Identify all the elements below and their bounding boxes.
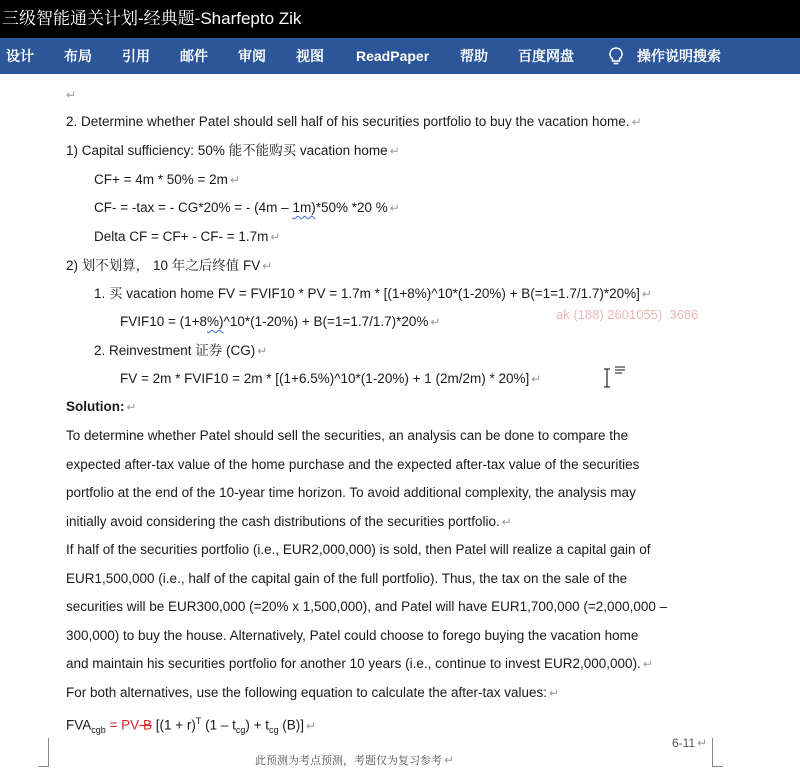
solution-paragraph-line: expected after-tax value of the home purchase and the expected after-tax value of the securities (66, 457, 640, 472)
buy-home-fv-line: 1. 买 vacation home FV = FVIF10 * PV = 1.7m * [(1+8%)^10*(1-20%) + B(=1=1.7/1.7)*20%] ↵ (94, 286, 652, 301)
solution-paragraph-line: For both alternatives, use the following equation to calculate the after-tax values: ↵ (66, 685, 560, 700)
cf-plus-line: CF+ = 4m * 50% = 2m ↵ (94, 172, 240, 187)
page-number: 6-11 ↵ (672, 736, 708, 750)
solution-paragraph-line: portfolio at the end of the 10-year time horizon. To avoid additional complexity, the analysis may (66, 485, 636, 500)
watermark-text: ak (188) 2601055) .3686 (556, 307, 699, 322)
lightbulb-icon[interactable] (606, 46, 626, 66)
tell-me-search[interactable]: 操作说明搜索 (637, 48, 721, 64)
tab-references[interactable]: 引用 (122, 48, 150, 64)
delta-cf-line: Delta CF = CF+ - CF- = 1.7m ↵ (94, 229, 281, 244)
tab-design[interactable]: 设计 (6, 48, 34, 64)
reinvestment-line: 2. Reinvestment 证券 (CG) ↵ (94, 343, 268, 358)
ribbon-tabs (0, 38, 800, 74)
solution-paragraph-line: securities will be EUR300,000 (=20% x 1,500,000), and Patel will have EUR1,700,000 (=2,000,000 – (66, 599, 668, 614)
paragraph-mark: ↵ (66, 88, 77, 102)
solution-paragraph-line: EUR1,500,000 (i.e., half of the capital gain of the full portfolio). Thus, the tax on the sale of the (66, 571, 628, 586)
after-tax-equation: $FVA_{cgb}$ = PV B [$(1 + r)^T$ $(1 - t_{cg}) + t_{cg}$ (B)] ↵ (66, 716, 317, 736)
window-title-bar (0, 0, 800, 38)
fvif10-line: FVIF10 = (1+8%)^10*(1-20%) + B(=1=1.7/1.7)*20% ↵ (120, 314, 441, 329)
document-page[interactable] (0, 74, 800, 766)
securities-fv-line: FV = 2m * FVIF10 = 2m * [(1+6.5%)^10*(1-20%) + 1 (2m/2m) * 20%] ↵ (120, 371, 542, 386)
tab-view[interactable]: 视图 (296, 48, 324, 64)
solution-paragraph-line: and maintain his securities portfolio for another 10 years (i.e., continue to invest EUR2,000,000). ↵ (66, 656, 653, 671)
question-line: 2. Determine whether Patel should sell half of his securities portfolio to buy the vacation home. ↵ (66, 114, 642, 129)
tab-readpaper[interactable]: ReadPaper (356, 48, 430, 64)
text-cursor-icon (602, 368, 612, 388)
paragraph-format-icon (614, 366, 626, 376)
tab-layout[interactable]: 布局 (64, 48, 92, 64)
cf-minus-line: CF- = -tax = - CG*20% = - (4m – 1m)*50% *20 % ↵ (94, 200, 400, 215)
page-corner-mark-right (712, 738, 723, 767)
tab-baidu-netdisk[interactable]: 百度网盘 (518, 48, 574, 64)
footer-note: 此预测为考点预测，考题仅为复习参考 ↵ (255, 753, 455, 767)
solution-paragraph-line: initially avoid considering the cash distributions of the securities portfolio. ↵ (66, 514, 512, 529)
solution-heading: Solution: ↵ (66, 399, 137, 414)
tab-review[interactable]: 审阅 (238, 48, 266, 64)
tab-mailings[interactable]: 邮件 (180, 48, 208, 64)
page-corner-mark-left (38, 738, 49, 767)
tab-help[interactable]: 帮助 (460, 48, 488, 64)
window-title: 三级智能通关计划-经典题-Sharfepto Zik (2, 9, 302, 28)
solution-paragraph-line: 300,000) to buy the house. Alternatively, Patel could choose to forego buying the vacation home (66, 628, 639, 643)
solution-paragraph-line: To determine whether Patel should sell the securities, an analysis can be done to compare the (66, 428, 629, 443)
solution-paragraph-line: If half of the securities portfolio (i.e., EUR2,000,000) is sold, then Patel will realize a capital gain of (66, 542, 651, 557)
capital-sufficiency-line: 1) Capital sufficiency: 50% 能不能购买 vacation home ↵ (66, 143, 400, 158)
worthwhile-line: 2) 划不划算， 10 年之后终值 FV ↵ (66, 258, 273, 273)
